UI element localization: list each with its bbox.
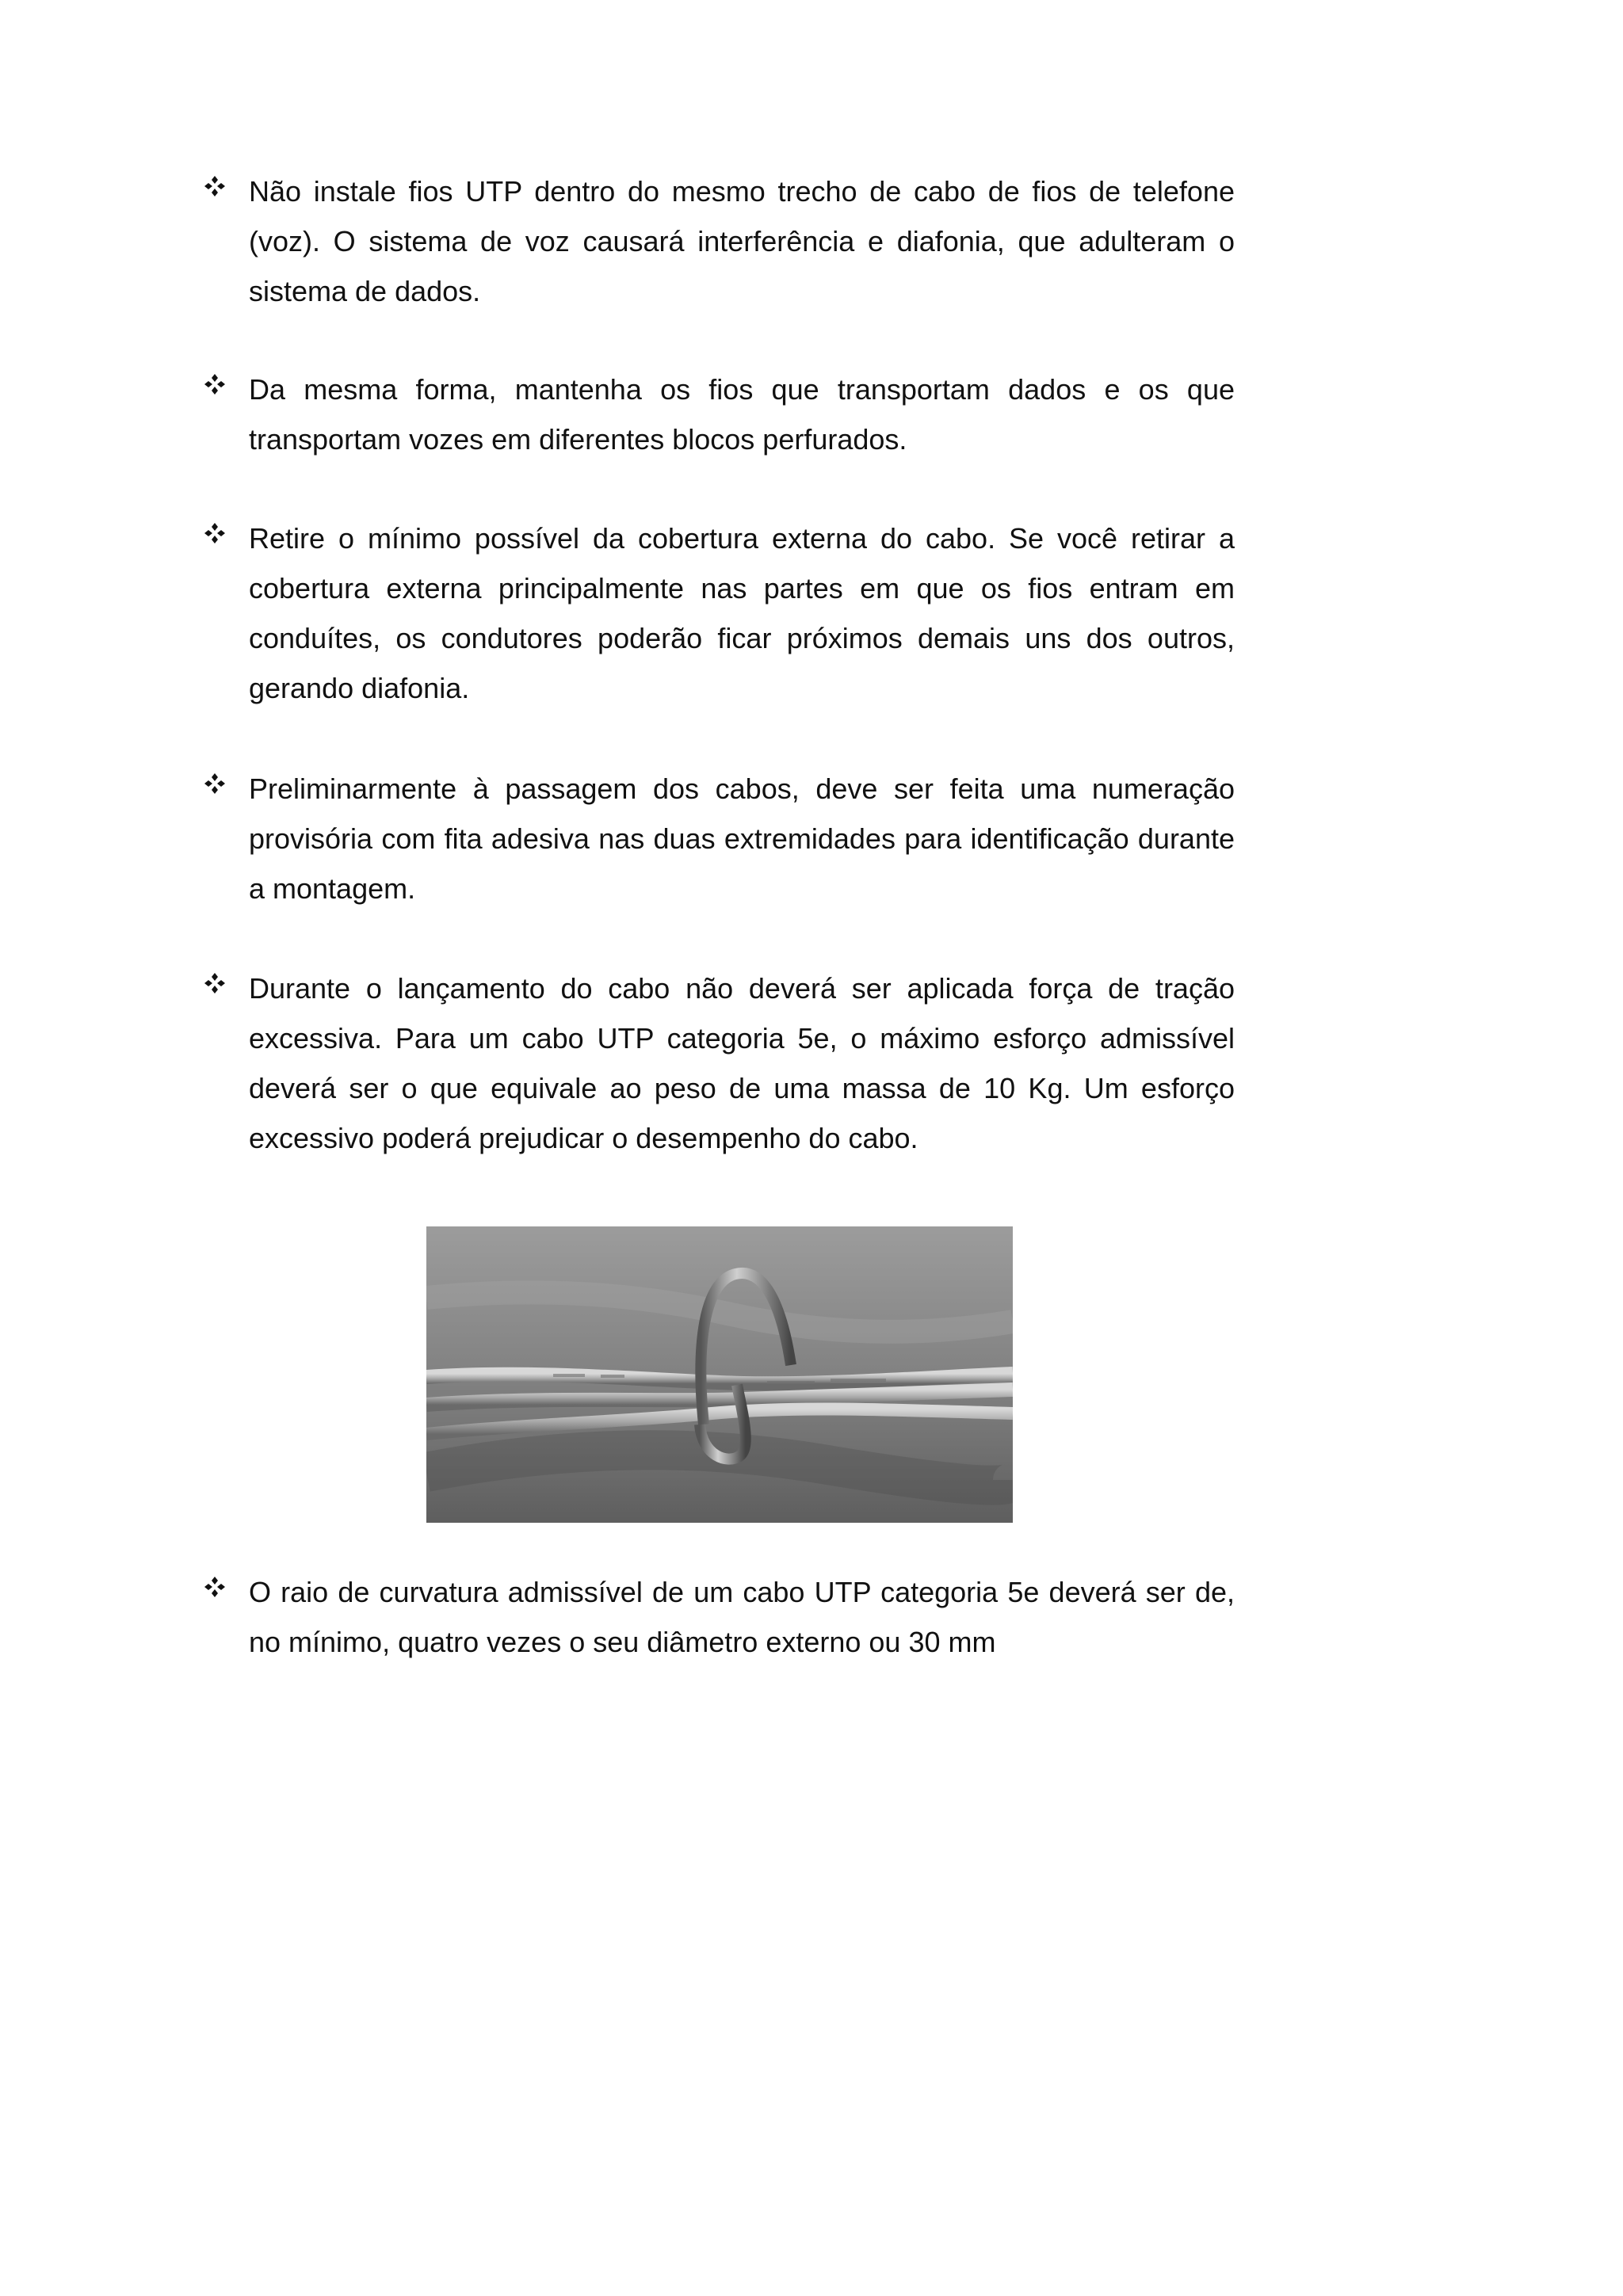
bullet-text: Preliminarmente à passagem dos cabos, deve ser feita uma numeração provisória com fita adesiva nas duas extremidades para identificação durante a montagem.	[249, 772, 1235, 905]
four-diamond-bullet-icon	[204, 1567, 249, 1597]
bullet-text: Não instale fios UTP dentro do mesmo trecho de cabo de fios de telefone (voz). O sistema de voz causará interferência e diafonia, que adulteram o sistema de dados.	[249, 175, 1235, 307]
bullet-text: Retire o mínimo possível da cobertura externa do cabo. Se você retirar a cobertura externa principalmente nas partes em que os fios entram em conduítes, os condutores poderão ficar próximos demais uns dos outros, gerando diafonia.	[249, 522, 1235, 704]
bullet-item	[204, 764, 1235, 913]
four-diamond-bullet-icon	[204, 764, 249, 794]
four-diamond-bullet-icon	[204, 364, 249, 395]
cable-bend-photo	[426, 1226, 1013, 1523]
four-diamond-bullet-icon	[204, 513, 249, 543]
bullet-item	[204, 513, 1235, 713]
four-diamond-bullet-icon	[204, 166, 249, 196]
bullet-text: Da mesma forma, mantenha os fios que transportam dados e os que transportam vozes em diferentes blocos perfurados.	[249, 373, 1235, 456]
bullet-item	[204, 364, 1235, 464]
bullet-text: Durante o lançamento do cabo não deverá ser aplicada força de tração excessiva. Para um cabo UTP categoria 5e, o máximo esforço admissível deverá ser o que equivale ao peso de uma massa de 10 Kg. Um esforço excessivo poderá prejudicar o desempenho do cabo.	[249, 972, 1235, 1154]
bullet-item	[204, 1567, 1235, 1667]
bullet-item	[204, 963, 1235, 1163]
bullet-item	[204, 166, 1235, 316]
bullet-text: O raio de curvatura admissível de um cabo UTP categoria 5e deverá ser de, no mínimo, quatro vezes o seu diâmetro externo ou 30 mm	[249, 1576, 1235, 1658]
four-diamond-bullet-icon	[204, 963, 249, 994]
